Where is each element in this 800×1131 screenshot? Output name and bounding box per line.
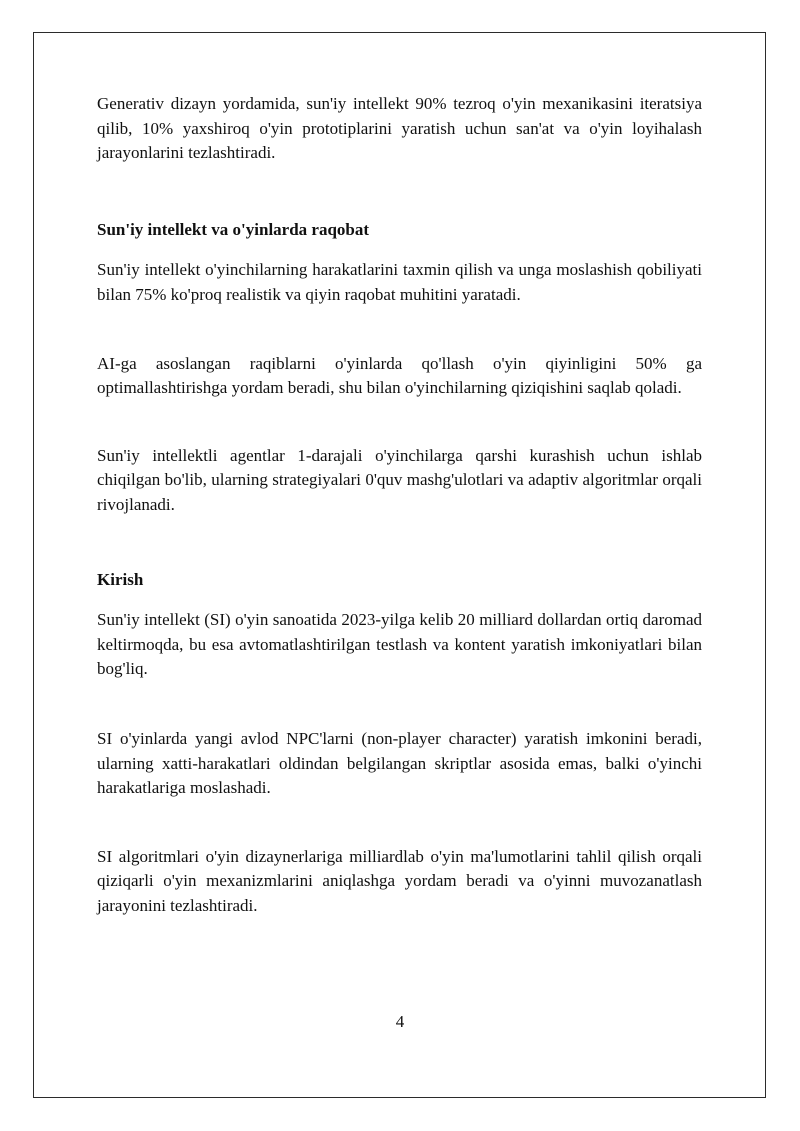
paragraph-generative-design: Generativ dizayn yordamida, sun'iy intellekt 90% tezroq o'yin mexanikasini iteratsiya qilib, 10% yaxshiroq o'yin prototiplarini yaratish uchun san'at va o'yin loyihalash jarayonlarini tezlashtiradi. [97,94,702,163]
document-body [97,92,702,918]
paragraph-npc-generation: SI o'yinlarda yangi avlod NPC'larni (non-player character) yaratish imkonini beradi, ularning xatti-harakatlari oldindan belgilangan skriptlar asosida emas, balki o'yinchi harakatlariga moslashadi. [97,728,702,798]
paragraph-ai-prediction: Sun'iy intellekt o'yinchilarning harakatlarini taxmin qilish va unga moslashish qobiliyati bilan 75% ko'proq realistik va qiyin raqobat muhitini yaratadi. [97,260,702,304]
paragraph-ai-opponents: AI-ga asoslangan raqiblarni o'yinlarda qo'llash o'yin qiyinligini 50% ga optimallashtirishga yordam beradi, shu bilan o'yinchilarning qiziqishini saqlab qoladi. [97,353,702,398]
page-number: 4 [395,1012,405,1031]
paragraph-ai-algorithms: SI algoritmlari o'yin dizaynerlariga milliardlab o'yin ma'lumotlarini tahlil qilish orqali qiziqarli o'yin mexanizmlarini aniqlashga yordam beradi va o'yinni muvozanatlash jarayonini tezlashtiradi. [97,846,702,915]
paragraph-ai-revenue: Sun'iy intellekt (SI) o'yin sanoatida 2023-yilga kelib 20 milliard dollardan ortiq daromad keltirmoqda, bu esa avtomatlashtirilgan testlash va kontent yaratish imkoniyatlari bilan bog'liq. [97,610,702,679]
heading-introduction: Kirish [97,569,144,589]
heading-ai-competition: Sun'iy intellekt va o'yinlarda raqobat [97,219,370,239]
paragraph-ai-agents: Sun'iy intellektli agentlar 1-darajali o'yinchilarga qarshi kurashish uchun ishlab chiqilgan bo'lib, ularning strategiyalari 0'quv mashg'ulotlari va adaptiv algoritmlar orqali rivojlanadi. [97,445,702,514]
